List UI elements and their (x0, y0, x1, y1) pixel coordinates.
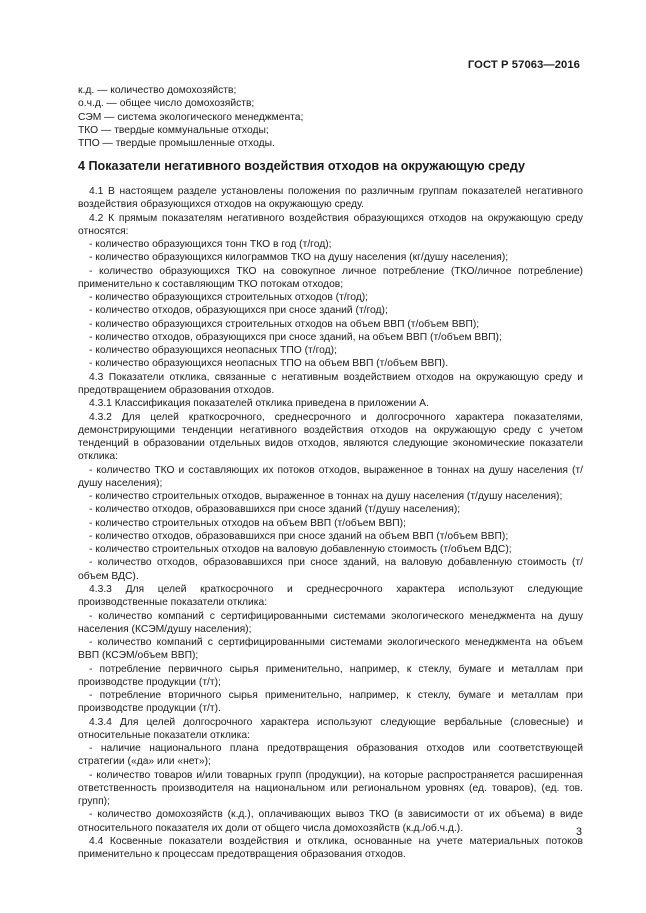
abbreviation-item: СЭМ — система экологического менеджмента; (78, 111, 304, 123)
section-title: 4 Показатели негативного воздействия отходов на окружающую среду (78, 159, 525, 173)
paragraph: 4.2 К прямым показателям негативного воздействия образующихся отходов на окружающую среду относятся: (78, 212, 583, 237)
list-item: - количество строительных отходов на валовую добавленную стоимость (т/объем ВДС); (89, 544, 512, 556)
list-item: - количество образующихся строительных отходов на объем ВВП (т/объем ВВП); (89, 318, 480, 330)
list-item: - количество образующихся килограммов ТКО на душу населения (кг/душу населения); (89, 252, 509, 264)
list-item: - потребление первичного сырья применительно, например, к стеклу, бумаге и металлам при производстве продукции (т/т); (78, 663, 583, 688)
list-item: - количество образующихся неопасных ТПО (т/год); (89, 345, 337, 357)
list-item: - количество отходов, образовавшихся при сносе зданий, на валовую добавленную стоимость (т/объем ВДС). (78, 557, 583, 582)
list-item: - количество ТКО и составляющих их потоков отходов, выраженное в тоннах на душу населения (т/душу населения); (78, 464, 583, 489)
abbreviation-item: ТПО — твердые промышленные отходы. (78, 138, 275, 150)
paragraph: 4.3.4 Для целей долгосрочного характера используют следующие вербальные (словесные) и относительные показатели отклика: (78, 716, 583, 741)
list-item: - количество строительных отходов на объем ВВП (т/объем ВВП); (89, 517, 406, 529)
list-item: - потребление вторичного сырья применительно, например, к стеклу, бумаге и металлам при производстве продукции (т/т). (78, 690, 583, 715)
list-item: - количество домохозяйств (к.д.), оплачивающих вывоз ТКО (в зависимости от их объема) в виде относительного показателя их доли от общего числа домохозяйств (к.д./об.ч.д.). (78, 809, 583, 834)
abbreviation-item: ТКО — твердые коммунальные отходы; (78, 124, 269, 136)
paragraph: 4.3.3 Для целей краткосрочного и среднесрочного характера используют следующие производственные показатели отклика: (78, 583, 583, 609)
page-number: 3 (575, 826, 582, 838)
list-item: - количество образующихся строительных отходов (т/год); (89, 292, 369, 304)
abbreviation-item: о.ч.д. — общее число домохозяйств; (78, 98, 255, 110)
list-item: - наличие национального плана предотвращения образования отходов или соответствующей стратегии («да» или «нет»); (78, 743, 583, 768)
section-body (78, 185, 583, 862)
list-item: - количество образующихся неопасных ТПО на объем ВВП (т/объем ВВП). (89, 358, 449, 370)
list-item: - количество строительных отходов, выраженное в тоннах на душу населения (т/душу населения); (89, 491, 563, 503)
paragraph: 4.4 Косвенные показатели воздействия и отклика, основанные на учете материальных потоков применительно к процессам предотвращения образования отходов. (78, 836, 583, 861)
document-id-header: ГОСТ Р 57063—2016 (467, 59, 580, 71)
list-item: - количество отходов, образующихся при сносе зданий (т/год); (89, 305, 388, 317)
list-item: - количество компаний с сертифицированными системами экологического менеджмента на душу населения (КСЭМ/душу населения); (78, 610, 583, 635)
list-item: - количество образующихся тонн ТКО в год (т/год); (89, 239, 332, 251)
list-item: - количество отходов, образовавшихся при сносе зданий на объем ВВП (т/объем ВВП); (89, 530, 509, 542)
paragraph: 4.3.1 Классификация показателей отклика приведена в приложении А. (89, 398, 429, 410)
abbreviation-item: к.д. — количество домохозяйств; (78, 85, 237, 96)
paragraph: 4.3 Показатели отклика, связанные с негативным воздействием отходов на окружающую среду и предотвращением образования отходов. (78, 371, 583, 396)
list-item: - количество отходов, образовавшихся при сносе зданий (т/душу населения); (89, 504, 461, 516)
list-item: - количество товаров и/или товарных групп (продукции), на которые распространяется расширенная ответственность производителя на национальном или региональном уровнях (ед. товаров), (ед. тов. групп); (78, 769, 583, 808)
paragraph: 4.1 В настоящем разделе установлены положения по различным группам показателей негативного воздействия образующихся отходов на окружающую среду. (78, 186, 583, 211)
paragraph: 4.3.2 Для целей краткосрочного, среднесрочного и долгосрочного характера показателями, демонстрирующими тенденции негативного воздействия отходов на окружающую среду с учетом тенденций в образовании отдельных видов отходов, являются следующие экономические показатели отклика: (78, 411, 583, 463)
list-item: - количество отходов, образующихся при сносе зданий, на объем ВВП (т/объем ВВП); (89, 331, 502, 343)
abbreviation-list (78, 84, 583, 150)
list-item: - количество образующихся ТКО на совокупное личное потребление (ТКО/личное потребление) применительно к составляющим ТКО потокам отходов; (78, 265, 583, 290)
list-item: - количество компаний с сертифицированными системами экологического менеджмента на объем ВВП (КСЭМ/объем ВВП); (78, 637, 583, 662)
